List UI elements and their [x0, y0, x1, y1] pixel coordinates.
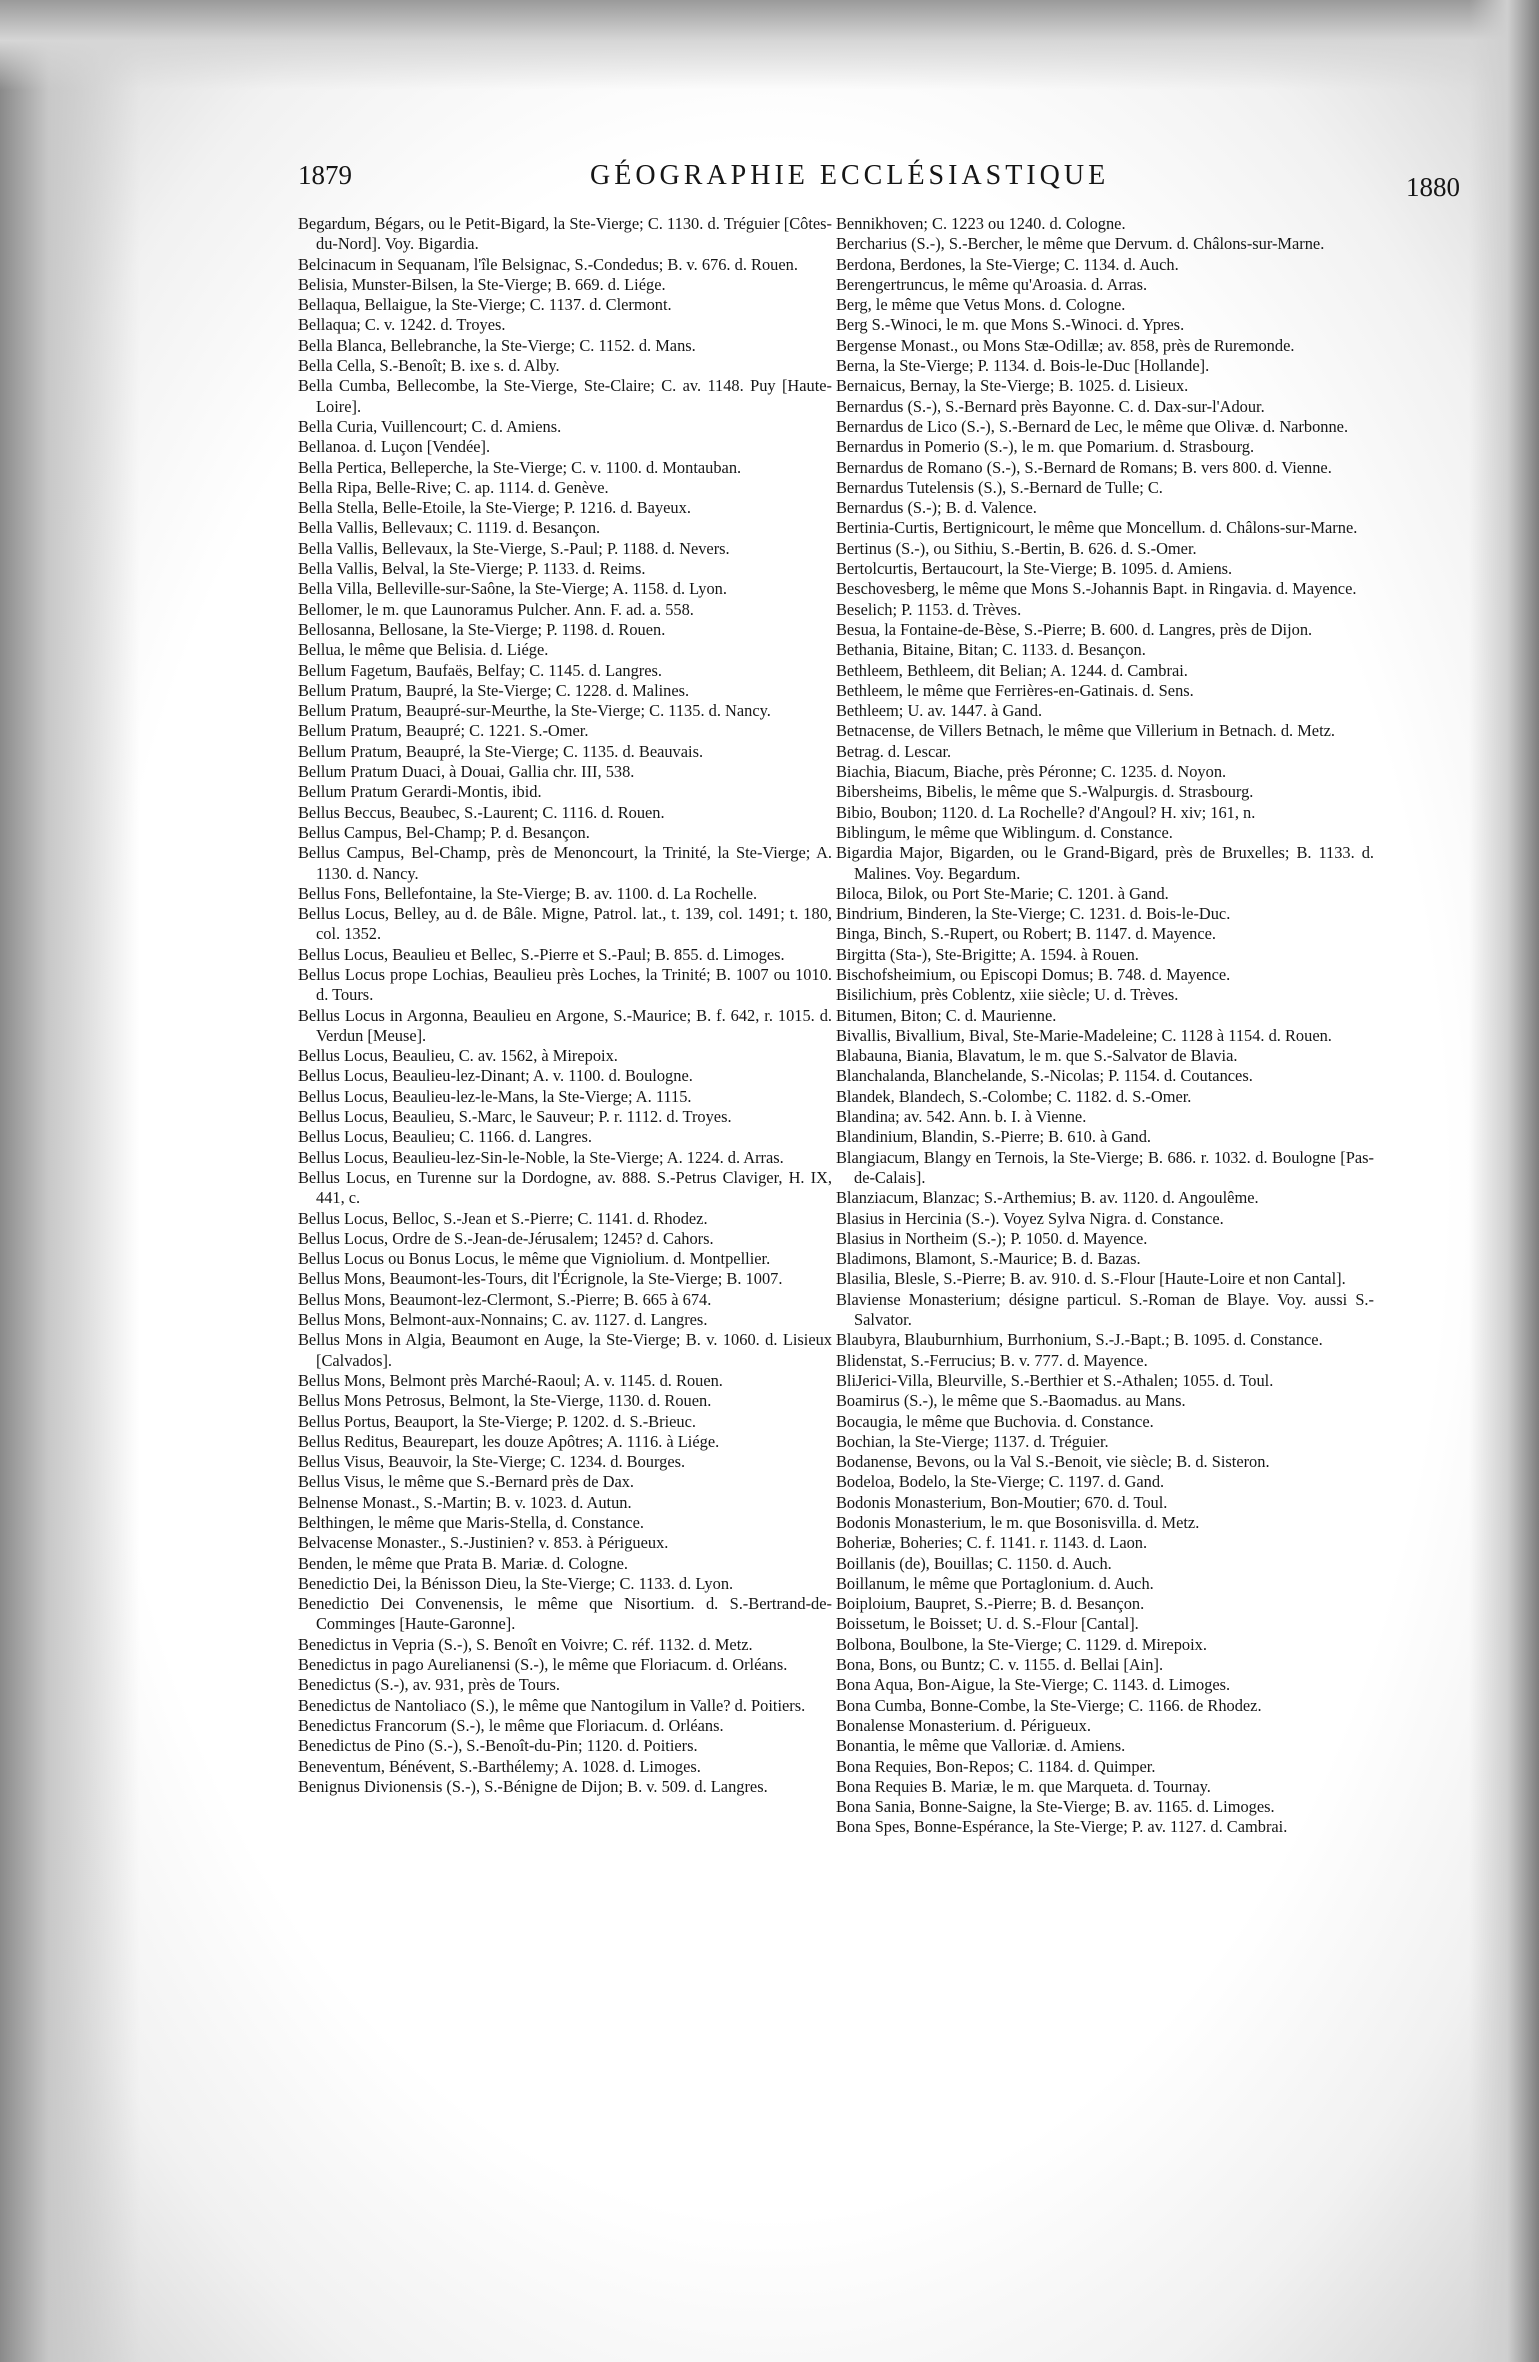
dictionary-entry: Bellus Locus, Belloc, S.-Jean et S.-Pierre; C. 1141. d. Rhodez. [298, 1208, 708, 1228]
dictionary-entry: Belnense Monast., S.-Martin; B. v. 1023. d. Autun. [298, 1492, 632, 1512]
dictionary-entry: Bella Blanca, Bellebranche, la Ste-Vierge; C. 1152. d. Mans. [298, 335, 696, 355]
dictionary-entry: Beschovesberg, le même que Mons S.-Johannis Bapt. in Ringavia. d. Mayence. [836, 579, 1357, 599]
dictionary-entry: Bella Stella, Belle-Etoile, la Ste-Vierge; P. 1216. d. Bayeux. [298, 498, 691, 518]
dictionary-entry: Bethleem, Bethleem, dit Belian; A. 1244. d. Cambrai. [836, 660, 1188, 680]
dictionary-entry: Berg, le même que Vetus Mons. d. Cologne. [836, 295, 1126, 315]
scan-shadow-top [0, 0, 1539, 90]
dictionary-entry: Bellum Pratum Duaci, à Douai, Gallia chr. III, 538. [298, 762, 635, 782]
dictionary-entry: Bellus Locus, Beaulieu-lez-Dinant; A. v. 1100. d. Boulogne. [298, 1066, 693, 1086]
dictionary-entry: Bella Pertica, Belleperche, la Ste-Vierge; C. v. 1100. d. Montauban. [298, 457, 742, 477]
dictionary-entry: Blasilia, Blesle, S.-Pierre; B. av. 910. d. S.-Flour [Haute-Loire et non Cantal]. [836, 1269, 1346, 1289]
dictionary-entry: Blangiacum, Blangy en Ternois, la Ste-Vierge; B. 686. r. 1032. d. Boulogne [Pas-de-Calais]. [836, 1147, 1374, 1187]
running-header [0, 158, 1539, 202]
dictionary-entry: Bisilichium, près Coblentz, xiie siècle; U. d. Trèves. [836, 985, 1179, 1005]
dictionary-entry: Bellus Campus, Bel-Champ; P. d. Besançon. [298, 822, 590, 842]
dictionary-entry: Bellus Reditus, Beaurepart, les douze Apôtres; A. 1116. à Liége. [298, 1431, 720, 1451]
page-number-left: 1879 [298, 160, 352, 190]
dictionary-entry: Bonantia, le même que Valloriæ. d. Amiens. [836, 1736, 1126, 1756]
dictionary-entry: Benedictus in Vepria (S.-), S. Benoît en Voivre; C. réf. 1132. d. Metz. [298, 1634, 753, 1654]
dictionary-entry: Beneventum, Bénévent, S.-Barthélemy; A. 1028. d. Limoges. [298, 1756, 701, 1776]
dictionary-entry: Boiploium, Baupret, S.-Pierre; B. d. Besançon. [836, 1594, 1145, 1614]
dictionary-entry: Bitumen, Biton; C. d. Maurienne. [836, 1005, 1057, 1025]
dictionary-entry: Bellaqua, Bellaigue, la Ste-Vierge; C. 1137. d. Clermont. [298, 295, 672, 315]
dictionary-entry: Bellus Locus, Beaulieu et Bellec, S.-Pierre et S.-Paul; B. 855. d. Limoges. [298, 944, 785, 964]
dictionary-entry: Bischofsheimium, ou Episcopi Domus; B. 748. d. Mayence. [836, 964, 1231, 984]
dictionary-entry: Bellum Pratum Gerardi-Montis, ibid. [298, 782, 542, 802]
dictionary-entry: Bethania, Bitaine, Bitan; C. 1133. d. Besançon. [836, 640, 1146, 660]
dictionary-entry: Blabauna, Biania, Blavatum, le m. que S.-Salvator de Blavia. [836, 1046, 1238, 1066]
dictionary-entry: Bernardus in Pomerio (S.-), le m. que Pomarium. d. Strasbourg. [836, 437, 1255, 457]
dictionary-entry: Bona Cumba, Bonne-Combe, la Ste-Vierge; C. 1166. de Rhodez. [836, 1695, 1262, 1715]
dictionary-entry: Blaviense Monasterium; désigne particul. S.-Roman de Blaye. Voy. aussi S.-Salvator. [836, 1289, 1374, 1330]
dictionary-entry: Bona Requies, Bon-Repos; C. 1184. d. Quimper. [836, 1756, 1156, 1776]
dictionary-entry: Bethleem; U. av. 1447. à Gand. [836, 701, 1043, 721]
dictionary-entry: Bercharius (S.-), S.-Bercher, le même que Dervum. d. Châlons-sur-Marne. [836, 234, 1325, 254]
dictionary-entry: Bellosanna, Bellosane, la Ste-Vierge; P. 1198. d. Rouen. [298, 619, 666, 639]
dictionary-entry: Bellus Locus, Ordre de S.-Jean-de-Jérusalem; 1245? d. Cahors. [298, 1228, 714, 1248]
dictionary-entry: Bonalense Monasterium. d. Périgueux. [836, 1715, 1091, 1735]
dictionary-entry: Blandina; av. 542. Ann. b. I. à Vienne. [836, 1107, 1087, 1127]
dictionary-entry: Bellum Fagetum, Baufaës, Belfay; C. 1145. d. Langres. [298, 660, 663, 680]
dictionary-entry: Boamirus (S.-), le même que S.-Baomadus. au Mans. [836, 1391, 1186, 1411]
dictionary-entry: Berdona, Berdones, la Ste-Vierge; C. 1134. d. Auch. [836, 254, 1179, 274]
dictionary-entry: Bennikhoven; C. 1223 ou 1240. d. Cologne. [836, 214, 1126, 233]
dictionary-entry: Belthingen, le même que Maris-Stella, d. Constance. [298, 1513, 644, 1532]
page-number-right: 1880 [1406, 172, 1460, 202]
dictionary-entry: Benden, le même que Prata B. Mariæ. d. Cologne. [298, 1553, 629, 1573]
dictionary-entry: Bellus Locus ou Bonus Locus, le même que Vigniolium. d. Montpellier. [298, 1249, 771, 1269]
dictionary-entry: Bellum Pratum, Beaupré; C. 1221. S.-Omer. [298, 721, 589, 741]
dictionary-entry: Blidenstat, S.-Ferrucius; B. v. 777. d. Mayence. [836, 1350, 1148, 1370]
dictionary-entry: Betnacense, de Villers Betnach, le même que Villerium in Betnach. d. Metz. [836, 721, 1336, 741]
dictionary-entry: Blasius in Hercinia (S.-). Voyez Sylva Nigra. d. Constance. [836, 1208, 1224, 1228]
dictionary-entry: Bigardia Major, Bigarden, ou le Grand-Bigard, près de Bruxelles; B. 1133. d. Malines. Voy. Begardum. [836, 843, 1374, 883]
dictionary-entry: Bibersheims, Bibelis, le même que S.-Walpurgis. d. Strasbourg. [836, 782, 1254, 802]
dictionary-entry: Bella Vallis, Belval, la Ste-Vierge; P. 1133. d. Reims. [298, 559, 646, 579]
dictionary-entry: Bellus Locus, Beaulieu; C. 1166. d. Langres. [298, 1127, 592, 1147]
dictionary-entry: Bernardus (S.-); B. d. Valence. [836, 498, 1037, 518]
dictionary-entry: Biloca, Bilok, ou Port Ste-Marie; C. 1201. à Gand. [836, 883, 1169, 903]
dictionary-entry: Bellomer, le m. que Launoramus Pulcher. Ann. F. ad. a. 558. [298, 599, 694, 619]
dictionary-entry: Benedictus Francorum (S.-), le même que Floriacum. d. Orléans. [298, 1715, 724, 1735]
dictionary-entry: Bella Cella, S.-Benoît; B. ixe s. d. Alby. [298, 356, 560, 376]
dictionary-entry: Bella Curia, Vuillencourt; C. d. Amiens. [298, 416, 562, 436]
dictionary-entry: Bernardus de Lico (S.-), S.-Bernard de Lec, le même que Olivæ. d. Narbonne. [836, 416, 1349, 436]
dictionary-entry: Betrag. d. Lescar. [836, 741, 952, 761]
dictionary-entry: Bellus Locus, en Turenne sur la Dordogne, av. 888. S.-Petrus Claviger, H. IX, 441, c. [298, 1167, 832, 1208]
dictionary-entry: Bellus Mons, Belmont près Marché-Raoul; A. v. 1145. d. Rouen. [298, 1370, 723, 1390]
running-title: GÉOGRAPHIE ECCLÉSIASTIQUE [590, 160, 1110, 191]
dictionary-entry: Bellus Locus, Beaulieu-lez-Sin-le-Noble, la Ste-Vierge; A. 1224. d. Arras. [298, 1147, 784, 1167]
dictionary-entry: Bella Cumba, Bellecombe, la Ste-Vierge, Ste-Claire; C. av. 1148. Puy [Haute-Loire]. [298, 376, 832, 416]
dictionary-entry: Bellum Pratum, Beaupré, la Ste-Vierge; C. 1135. d. Beauvais. [298, 741, 704, 761]
dictionary-entry: Blandek, Blandech, S.-Colombe; C. 1182. d. S.-Omer. [836, 1086, 1192, 1106]
dictionary-entry: Belisia, Munster-Bilsen, la Ste-Vierge; B. 669. d. Liége. [298, 274, 666, 294]
dictionary-entry: Bocaugia, le même que Buchovia. d. Constance. [836, 1411, 1154, 1431]
dictionary-entry: Boillanum, le même que Portaglonium. d. Auch. [836, 1573, 1154, 1593]
dictionary-entry: Bellus Mons, Beaumont-les-Tours, dit l'Écrignole, la Ste-Vierge; B. 1007. [298, 1269, 783, 1289]
dictionary-entry: Boillanis (de), Bouillas; C. 1150. d. Auch. [836, 1553, 1112, 1573]
dictionary-entry: Berna, la Ste-Vierge; P. 1134. d. Bois-le-Duc [Hollande]. [836, 356, 1210, 376]
scan-shadow-left [0, 0, 140, 2362]
dictionary-entry: Bolbona, Boulbone, la Ste-Vierge; C. 1129. d. Mirepoix. [836, 1634, 1207, 1654]
dictionary-entry: Bertinus (S.-), ou Sithiu, S.-Bertin, B. 626. d. S.-Omer. [836, 538, 1197, 558]
dictionary-entry: Bellum Pratum, Beaupré-sur-Meurthe, la Ste-Vierge; C. 1135. d. Nancy. [298, 701, 771, 721]
dictionary-entry: Bellus Locus, Beaulieu, S.-Marc, le Sauveur; P. r. 1112. d. Troyes. [298, 1107, 732, 1127]
dictionary-entry: Bernaicus, Bernay, la Ste-Vierge; B. 1025. d. Lisieux. [836, 376, 1189, 396]
dictionary-entry: Bellus Fons, Bellefontaine, la Ste-Vierge; B. av. 1100. d. La Rochelle. [298, 883, 758, 903]
dictionary-entry: Boissetum, le Boisset; U. d. S.-Flour [Cantal]. [836, 1614, 1139, 1634]
dictionary-entry: Bivallis, Bivallium, Bival, Ste-Marie-Madeleine; C. 1128 à 1154. d. Rouen. [836, 1025, 1332, 1045]
dictionary-entry: Bochian, la Ste-Vierge; 1137. d. Tréguier. [836, 1431, 1109, 1451]
dictionary-entry: Bellus Mons, Beaumont-lez-Clermont, S.-Pierre; B. 665 à 674. [298, 1289, 712, 1309]
dictionary-entry: Benedictus in pago Aurelianensi (S.-), le même que Floriacum. d. Orléans. [298, 1655, 788, 1675]
dictionary-entry: Bellaqua; C. v. 1242. d. Troyes. [298, 315, 506, 335]
dictionary-entry: Benedictio Dei, la Bénisson Dieu, la Ste-Vierge; C. 1133. d. Lyon. [298, 1573, 734, 1593]
dictionary-entry: Benignus Divionensis (S.-), S.-Bénigne de Dijon; B. v. 509. d. Langres. [298, 1776, 768, 1796]
dictionary-entry: Bellus Locus, Beaulieu, C. av. 1562, à Mirepoix. [298, 1046, 618, 1066]
dictionary-entry: Bellum Pratum, Baupré, la Ste-Vierge; C. 1228. d. Malines. [298, 680, 690, 700]
dictionary-entry: Bodanense, Bevons, ou la Val S.-Benoit, vie siècle; B. d. Sisteron. [836, 1452, 1270, 1472]
dictionary-entry: Besua, la Fontaine-de-Bèse, S.-Pierre; B. 600. d. Langres, près de Dijon. [836, 619, 1313, 639]
dictionary-entry: Bergense Monast., ou Mons Stæ-Odillæ; av. 858, près de Ruremonde. [836, 335, 1295, 355]
dictionary-entry: Bodeloa, Bodelo, la Ste-Vierge; C. 1197. d. Gand. [836, 1472, 1165, 1492]
dictionary-entry: Benedictus de Nantoliaco (S.), le même que Nantogilum in Valle? d. Poitiers. [298, 1695, 806, 1715]
dictionary-entry: Bona Aqua, Bon-Aigue, la Ste-Vierge; C. 1143. d. Limoges. [836, 1675, 1231, 1695]
dictionary-entry: Blanziacum, Blanzac; S.-Arthemius; B. av. 1120. d. Angoulême. [836, 1188, 1259, 1208]
dictionary-entry: Binga, Binch, S.-Rupert, ou Robert; B. 1147. d. Mayence. [836, 924, 1216, 944]
dictionary-entry: Bindrium, Binderen, la Ste-Vierge; C. 1231. d. Bois-le-Duc. [836, 904, 1231, 924]
dictionary-entry: Belcinacum in Sequanam, l'île Belsignac, S.-Condedus; B. v. 676. d. Rouen. [298, 254, 798, 274]
dictionary-entry: Bladimons, Blamont, S.-Maurice; B. d. Bazas. [836, 1249, 1141, 1269]
dictionary-entry: Berg S.-Winoci, le m. que Mons S.-Winoci. d. Ypres. [836, 315, 1185, 335]
dictionary-entry: Bernardus (S.-), S.-Bernard près Bayonne. C. d. Dax-sur-l'Adour. [836, 396, 1265, 416]
dictionary-entry: Bernardus Tutelensis (S.), S.-Bernard de Tulle; C. [836, 477, 1163, 497]
dictionary-entry: Blasius in Northeim (S.-); P. 1050. d. Mayence. [836, 1228, 1148, 1248]
dictionary-entry: Bodonis Monasterium, le m. que Bosonisvilla. d. Metz. [836, 1513, 1200, 1532]
dictionary-entry: Bellus Visus, le même que S.-Bernard près de Dax. [298, 1472, 635, 1492]
dictionary-entry: Begardum, Bégars, ou le Petit-Bigard, la Ste-Vierge; C. 1130. d. Tréguier [Côtes-du-Nord]. Voy. Bigardia. [298, 214, 832, 254]
dictionary-entry: Bertolcurtis, Bertaucourt, la Ste-Vierge; B. 1095. d. Amiens. [836, 559, 1233, 579]
dictionary-entry: Bona Requies B. Mariæ, le m. que Marqueta. d. Tournay. [836, 1776, 1211, 1796]
dictionary-entry: Bona Spes, Bonne-Espérance, la Ste-Vierge; P. av. 1127. d. Cambrai. [836, 1817, 1288, 1837]
dictionary-entry: Bellus Mons in Algia, Beaumont en Auge, la Ste-Vierge; B. v. 1060. d. Lisieux [Calvados]. [298, 1330, 832, 1370]
dictionary-entry: Bellus Locus prope Lochias, Beaulieu près Loches, la Trinité; B. 1007 ou 1010. d. Tours. [298, 964, 832, 1005]
dictionary-entry: Bellus Locus in Argonna, Beaulieu en Argone, S.-Maurice; B. f. 642, r. 1015. d. Verdun [Meuse]. [298, 1005, 832, 1045]
dictionary-entry: Beselich; P. 1153. d. Trèves. [836, 599, 1022, 619]
dictionary-entry: Bellus Visus, Beauvoir, la Ste-Vierge; C. 1234. d. Bourges. [298, 1452, 686, 1472]
dictionary-entry: BliJerici-Villa, Bleurville, S.-Berthier et S.-Athalen; 1055. d. Toul. [836, 1370, 1274, 1390]
dictionary-entry: Biachia, Biacum, Biache, près Péronne; C. 1235. d. Noyon. [836, 762, 1227, 782]
dictionary-entry: Bernardus de Romano (S.-), S.-Bernard de Romans; B. vers 800. d. Vienne. [836, 457, 1332, 477]
dictionary-entry: Bellua, le même que Belisia. d. Liége. [298, 640, 549, 660]
dictionary-entry: Bellus Beccus, Beaubec, S.-Laurent; C. 1116. d. Rouen. [298, 802, 665, 822]
dictionary-entry: Benedictus (S.-), av. 931, près de Tours. [298, 1675, 560, 1695]
dictionary-entry: Bona, Bons, ou Buntz; C. v. 1155. d. Bellai [Ain]. [836, 1655, 1164, 1675]
dictionary-entry: Bibio, Boubon; 1120. d. La Rochelle? d'Angoul? H. xiv; 161, n. [836, 802, 1256, 822]
dictionary-entry: Bodonis Monasterium, Bon-Moutier; 670. d. Toul. [836, 1492, 1168, 1512]
dictionary-entry: Bellanoa. d. Luçon [Vendée]. [298, 437, 491, 457]
dictionary-entry: Bella Ripa, Belle-Rive; C. ap. 1114. d. Genève. [298, 477, 609, 497]
dictionary-entry: Bellus Locus, Beaulieu-lez-le-Mans, la Ste-Vierge; A. 1115. [298, 1086, 692, 1106]
dictionary-entry: Boheriæ, Boheries; C. f. 1141. r. 1143. d. Laon. [836, 1533, 1148, 1553]
dictionary-entry: Bertinia-Curtis, Bertignicourt, le même que Moncellum. d. Châlons-sur-Marne. [836, 518, 1358, 538]
dictionary-entry: Blanchalanda, Blanchelande, S.-Nicolas; P. 1154. d. Coutances. [836, 1066, 1253, 1086]
dictionary-entry: Benedictio Dei Convenensis, le même que Nisortium. d. S.-Bertrand-de-Comminges [Haute-Garonne]. [298, 1594, 832, 1634]
dictionary-entry: Bella Vallis, Bellevaux; C. 1119. d. Besançon. [298, 518, 601, 538]
dictionary-entry: Bellus Locus, Belley, au d. de Bâle. Migne, Patrol. lat., t. 139, col. 1491; t. 180, col. 1352. [298, 904, 832, 944]
dictionary-entry: Bellus Mons Petrosus, Belmont, la Ste-Vierge, 1130. d. Rouen. [298, 1391, 712, 1411]
dictionary-entry: Bellus Mons, Belmont-aux-Nonnains; C. av. 1127. d. Langres. [298, 1310, 708, 1330]
dictionary-entry: Bellus Campus, Bel-Champ, près de Menoncourt, la Trinité, la Ste-Vierge; A. 1130. d. Nancy. [298, 843, 832, 883]
dictionary-entry: Blaubyra, Blauburnhium, Burrhonium, S.-J.-Bapt.; B. 1095. d. Constance. [836, 1330, 1323, 1350]
dictionary-entry: Bellus Portus, Beauport, la Ste-Vierge; P. 1202. d. S.-Brieuc. [298, 1411, 696, 1431]
dictionary-entry: Birgitta (Sta-), Ste-Brigitte; A. 1594. à Rouen. [836, 944, 1139, 964]
dictionary-entry: Bethleem, le même que Ferrières-en-Gatinais. d. Sens. [836, 680, 1194, 700]
scan-shadow-right [1469, 0, 1539, 2362]
dictionary-entry: Belvacense Monaster., S.-Justinien? v. 853. à Périgueux. [298, 1533, 669, 1553]
left-column [298, 214, 832, 1797]
dictionary-entry: Berengertruncus, le même qu'Aroasia. d. Arras. [836, 274, 1148, 294]
right-column [836, 214, 1374, 1838]
dictionary-entry: Benedictus de Pino (S.-), S.-Benoît-du-Pin; 1120. d. Poitiers. [298, 1736, 698, 1756]
dictionary-entry: Bona Sania, Bonne-Saigne, la Ste-Vierge; B. av. 1165. d. Limoges. [836, 1797, 1275, 1817]
dictionary-entry: Blandinium, Blandin, S.-Pierre; B. 610. à Gand. [836, 1127, 1152, 1147]
dictionary-entry: Bella Villa, Belleville-sur-Saône, la Ste-Vierge; A. 1158. d. Lyon. [298, 579, 727, 599]
dictionary-entry: Biblingum, le même que Wiblingum. d. Constance. [836, 822, 1173, 842]
dictionary-entry: Bella Vallis, Bellevaux, la Ste-Vierge, S.-Paul; P. 1188. d. Nevers. [298, 538, 730, 558]
